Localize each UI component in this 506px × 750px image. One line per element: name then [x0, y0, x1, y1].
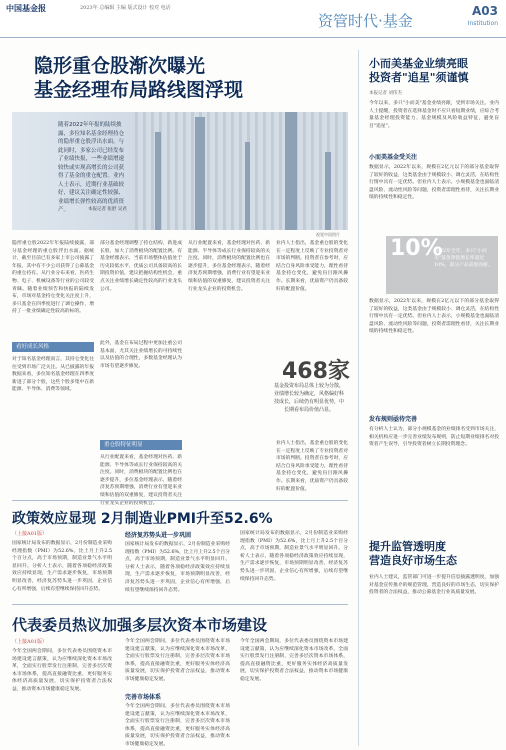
stat-label: 2022年全年，多只"小而美"基金净值增长率超过10%，部分产品表现亮眼。 [434, 249, 493, 268]
delegates-col-2: 今年全国两会期间，多位代表委员围绕资本市场建设建言献策，认为应继续深化资本市场改革，全面实行股票发行注册制，完善多层次资本市场体系，提高直接融资比重，更好服务实体经济高质量发展，切实保护投资者合法权益，推动资本市场健康稳定发展。 [125, 639, 230, 682]
feature-col-2c: 从行业配置来看，基金经理对医药、新能源、半导体等成长行业保持较高的关注度。同时，消费板块的配置比例也在逐步提升，多位基金经理表示，随着经济复苏预期增强，消费行业有望迎来业绩和估值的双重修复，建议投资者关注行业龙头企业的投资机会。 [100, 455, 182, 506]
delegates-headline: 代表委员热议加强多层次资本市场建设 [12, 616, 268, 634]
header-meta: 2023年 总编辑 主编 版式设计 校对 电话 [80, 5, 171, 11]
pmi-tag: （上接A01版） [12, 531, 47, 537]
sidebar-text-4: 有分析人士认为，部分小规模基金的业绩排名受到市场关注，相关机构应进一步完善业绩发布规则，防止短期业绩排名对投资者产生误导，引导投资者树立长期投资理念。 [369, 427, 499, 448]
photo-credit: 视觉中国图片 [316, 232, 340, 237]
sidebar-headline-2: 提升监管透明度 营造良好市场生态 [369, 540, 457, 567]
feature-col-4b: 业内人士指出，基金重仓股的变化在一定程度上反映了专业投资者对市场的判断。投资者在参考时，应结合自身风险承受能力，理性看待基金持仓变化，避免盲目跟风操作。长期来看，优质资产仍具备较好的配置价值。 [276, 441, 348, 492]
header-rule [0, 37, 506, 38]
feature-pull-quote: 基金投资布局总体上较为分散，业绩增长较为确定，风格偏好科技成长，后续仍有明显优势，中长期看布局价值凸显。 [274, 383, 345, 413]
sidebar-text-5: 业内人士建议，监管部门可进一步提升信息披露透明度，加强对基金宣传推介的规范管理，营造良好的市场生态，切实保护投资者的合法权益，推动公募基金行业高质量发展。 [369, 575, 499, 596]
sidebar-subhead-1: 小而美基金受关注 [369, 154, 418, 161]
pmi-headline: 政策效应显现 2月制造业PMI升至52.6% [12, 511, 273, 527]
feature-col-1b: 对于知名基金经理而言，其持仓变化往往受到市场广泛关注。从已披露的年报数据来看，多位知名基金经理在四季度新进了部分个股，这些个股多集中在新能源、半导体、消费等领域。 [12, 357, 94, 393]
feature-subhead-1: 看好成长风格 [12, 342, 94, 352]
sidebar-subhead-2: 发布规则亟待完善 [369, 416, 418, 423]
page-number: A03 [472, 4, 498, 18]
masthead: 中国基金报 [6, 3, 46, 13]
delegates-col-1: 今年全国两会期间，多位代表委员围绕资本市场建设建言献策，认为应继续深化资本市场改革，全面实行股票发行注册制，完善多层次资本市场体系，提高直接融资比重，更好服务实体经济高质量发展，切实保护投资者合法权益，推动资本市场健康稳定发展。 [12, 649, 112, 692]
feature-col-1: 隐形重仓股2022年年报陆续披露，部分基金经理的重仓股浮出水面。据统计，截至目前已有多家上市公司披露了年报，其中有不少公司获得了公募基金的重仓持有。从行业分布来看，医药生物、电子、机械设备等行业的公司较受青睐。随着业绩预告和快报的陆续发布，市场对基金持仓变化关注度上升，多只基金在四季度进行了调仓操作，增持了一批业绩确定性较高的标的。 [12, 241, 94, 315]
section-english: Institution [467, 20, 498, 27]
feature-col-2b: 此外，基金在布局过程中更加注重公司基本面，尤其关注业绩增长的可持续性以及估值的合理性，多数基金经理认为市场有望逐步修复。 [100, 341, 182, 369]
stat-number: 10% [390, 236, 443, 261]
feature-byline: 本报记者 张舒 吴君 [88, 207, 127, 212]
feature-photo [135, 112, 348, 230]
delegates-subhead: 完善市场体系 [125, 694, 162, 701]
pmi-col-3: 国家统计局发布的数据显示，2月份制造业采购经理指数（PMI）为52.6%，比上月上升2.5个百分点，高于市场预期，制造业景气水平明显回升。分析人士表示，随着各项稳经济政策效应持续显现，生产需求逐步恢复，市场预期明显改善，经济复苏势头进一步巩固，企业信心有所增强，后续有望继续保持回升态势。 [240, 531, 348, 582]
sidebar-text-2: 数据显示，2022年以来，规模在2亿元以下的部分基金取得了较好的收益，这类基金由于规模较小、调仓灵活，在结构性行情中具有一定优势。但业内人士表示，小规模基金也面临清盘风险、流动性风险等问题，投资者需理性看待，关注长期业绩的持续性和稳定性。 [369, 165, 499, 201]
section-title: 资管时代·基金 [318, 12, 413, 30]
feature-col-4: 业内人士指出，基金重仓股的变化在一定程度上反映了专业投资者对市场的判断。投资者在参考时，应结合自身风险承受能力，理性看待基金持仓变化，避免盲目跟风操作。长期来看，优质资产仍具备较好的配置价值。 [276, 241, 348, 292]
pmi-subhead: 经济复苏势头进一步巩固 [125, 532, 192, 539]
page-header [0, 0, 506, 38]
feature-col-2: 部分基金经理调整了持仓结构，新进成长股、加大了消费板块的配置比例。有基金经理表示，当前市场整体估值处于历史较低水平，优质公司具备较高的长期投资价值，建议把握结构性机会，重点关注业绩增长确定性较高的行业龙头公司。 [100, 241, 182, 292]
pmi-col-1: 国家统计局发布的数据显示，2月份制造业采购经理指数（PMI）为52.6%，比上月上升2.5个百分点，高于市场预期，制造业景气水平明显回升。分析人士表示，随着各项稳经济政策效应持续显现，生产需求逐步恢复，市场预期明显改善，经济复苏势头进一步巩固，企业信心有所增强，后续有望继续保持回升态势。 [12, 541, 112, 592]
feature-col-3: 从行业配置来看，基金经理对医药、新能源、半导体等成长行业保持较高的关注度。同时，消费板块的配置比例也在逐步提升，多位基金经理表示，随着经济复苏预期增强，消费行业有望迎来业绩和估值的双重修复，建议投资者关注行业龙头企业的投资机会。 [188, 241, 270, 292]
column-rule [358, 50, 359, 746]
sidebar-headline: 小而美基金业绩亮眼 投资者"追星"须谨慎 [369, 57, 469, 84]
feature-lead: 随着2022年年报的陆续披露，多位知名基金经理持仓的隐形重仓股浮出水面。与此同时，多家公司已经发布了业绩快报，一些业绩增速较快或实现高增长的公司获得了基金的重仓配置。业内人士表示，近期行业基础较好，建议关注确定性较强、业绩增长弹性较高的优质资产。 [58, 122, 125, 213]
feature-subhead-2: 重仓股特征明显 [100, 440, 182, 450]
sidebar-byline: 本报记者 刘伟杰 [369, 91, 402, 96]
delegates-col-2b: 今年全国两会期间，多位代表委员围绕资本市场建设建言献策，认为应继续深化资本市场改革，全面实行股票发行注册制，完善多层次资本市场体系，提高直接融资比重，更好服务实体经济高质量发展，切实保护投资者合法权益，推动资本市场健康稳定发展。 [125, 704, 230, 747]
section-divider [12, 500, 348, 501]
delegates-tag: （上接A01版） [12, 639, 47, 645]
delegates-col-3: 今年全国两会期间，多位代表委员围绕资本市场建设建言献策，认为应继续深化资本市场改革，全面实行股票发行注册制，完善多层次资本市场体系，提高直接融资比重，更好服务实体经济高质量发展，切实保护投资者合法权益，推动资本市场健康稳定发展。 [240, 639, 348, 682]
sidebar-text-3: 数据显示，2022年以来，规模在2亿元以下的部分基金取得了较好的收益，这类基金由于规模较小、调仓灵活，在结构性行情中具有一定优势。但业内人士表示，小规模基金也面临清盘风险、流动性风险等问题，投资者需理性看待，关注长期业绩的持续性和稳定性。 [369, 299, 499, 335]
pmi-col-2: 国家统计局发布的数据显示，2月份制造业采购经理指数（PMI）为52.6%，比上月上升2.5个百分点，高于市场预期，制造业景气水平明显回升。分析人士表示，随着各项稳经济政策效应持续显现，生产需求逐步恢复，市场预期明显改善，经济复苏势头进一步巩固，企业信心有所增强，后续有望继续保持回升态势。 [125, 542, 230, 593]
sidebar-text-1: 今年以来，多只"小而美"基金业绩亮眼，受到市场关注。业内人士提醒，投资者在选择基金时不应只看短期业绩，应综合考量基金经理投资能力、基金规模及风险收益特征，避免盲目"追星"。 [369, 101, 499, 129]
feature-big-number: 468家 [282, 359, 350, 384]
feature-headline: 隐形重仓股渐次曝光 基金经理布局路线图浮现 [34, 55, 244, 101]
section-divider-2 [12, 604, 348, 605]
